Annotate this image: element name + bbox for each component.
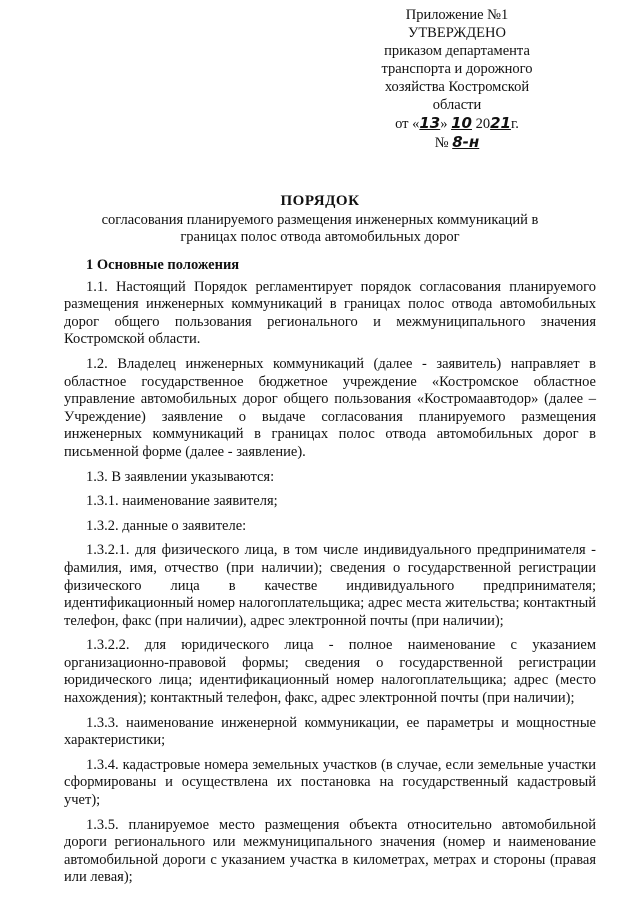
appendix-number: Приложение №1 [405,7,509,23]
paragraph-1-1: 1.1. Настоящий Порядок регламентирует порядок согласования планируемого размещения инженерных коммуникаций в границах полос отвода автомобильных дорог общего пользования регионального и межмуниципального значения Костромской области. [64,278,596,348]
approved-label: УТВЕРЖДЕНО [408,25,506,41]
order-line-2: транспорта и дорожного [381,61,533,77]
document-body [64,257,596,894]
paragraph-1-3-2-2: 1.3.2.2. для юридического лица - полное наименование с указанием организационно-правовой формы; сведения о государственной регистрации юридического лица; идентификационный номер налогоплательщика; адрес (место нахождения); контактный телефон, факс, адрес электронной почты (при наличии); [64,637,596,707]
paragraph-1-3-4: 1.3.4. кадастровые номера земельных участков (в случае, если земельные участки сформированы и осуществлена их постановка на государственный кадастровый учет); [64,756,596,809]
handwritten-day: 13 [419,114,441,132]
order-line-1: приказом департамента [384,43,530,59]
paragraph-1-3-5: 1.3.5. планируемое место размещения объекта относительно автомобильной дороги регионального или межмуниципального значения (номер и наименование автомобильной дороги с указанием участка в километрах, метрах и стороны (правая или левая); [64,816,596,886]
section-heading: 1 Основные положения [86,257,240,273]
paragraph-1-3: 1.3. В заявлении указываются: [86,468,275,485]
order-line-3: хозяйства Костромской [384,79,530,95]
order-date: от «13» 10 2021г. [395,114,519,132]
approval-block [352,6,562,152]
handwritten-number: 8-н [452,133,480,151]
order-number: № 8-н [434,133,480,151]
paragraph-1-2: 1.2. Владелец инженерных коммуникаций (далее - заявитель) направляет в областное государственное бюджетное учреждение «Костромское областное управление автомобильных дорог общего пользования «Костромаавтодор» (далее – Учреждение) заявление о выдаче согласования планируемого размещения инженерных коммуникаций в границах полос отвода автомобильных дорог в письменной форме (далее - заявление). [64,355,596,460]
order-line-4: области [432,97,482,113]
document-subtitle: согласования планируемого размещения инженерных коммуникаций в границах полос отвода автомобильных дорог [101,212,539,245]
handwritten-year: 21 [490,114,511,132]
paragraph-1-3-3: 1.3.3. наименование инженерной коммуникации, ее параметры и мощностные характеристики; [64,714,596,749]
paragraph-1-3-1: 1.3.1. наименование заявителя; [86,493,278,510]
handwritten-month: 10 [451,114,472,132]
paragraph-1-3-2: 1.3.2. данные о заявителе: [86,517,247,534]
document-title: ПОРЯДОК [280,193,360,209]
paragraph-1-3-2-1: 1.3.2.1. для физического лица, в том числе индивидуального предпринимателя - фамилия, имя, отчество (при наличии); сведения о государственной регистрации физического лица в качестве индивидуального предпринимателя; идентификационный номер налогоплательщика; адрес места жительства; контактный телефон, факс (при наличии), адрес электронной почты (при наличии); [64,542,596,629]
